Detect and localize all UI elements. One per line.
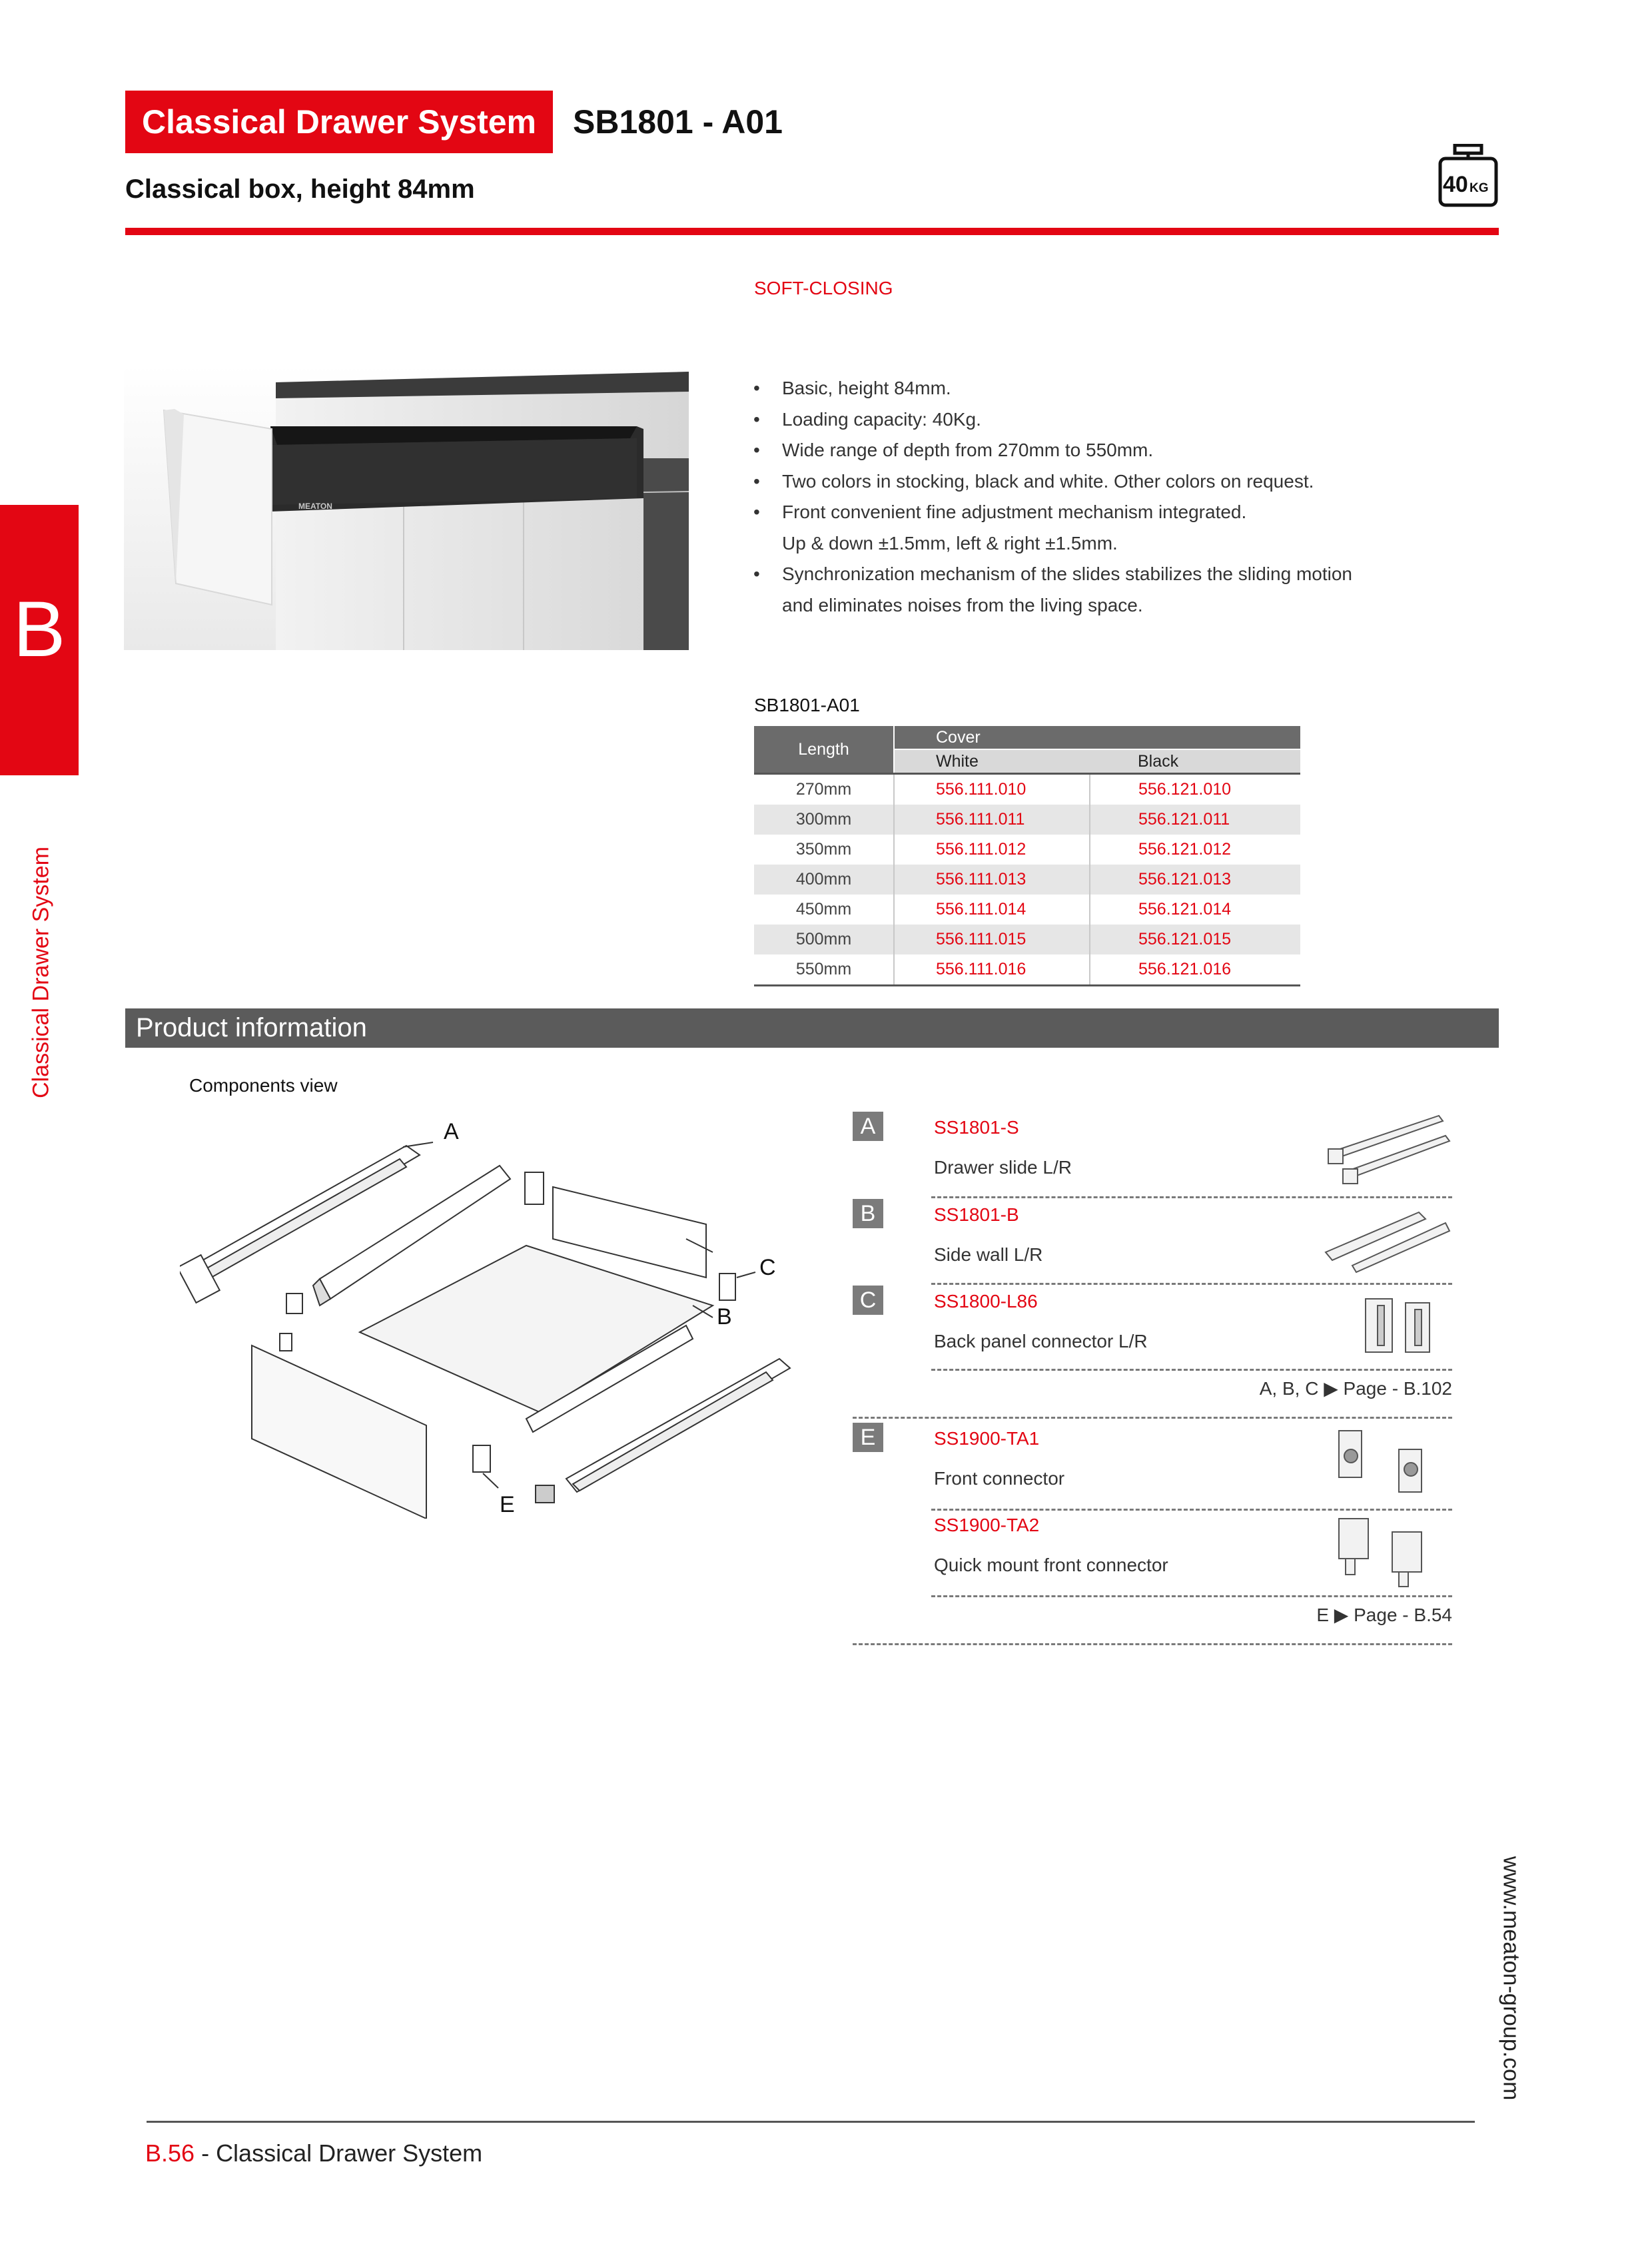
feature-item: • Basic, height 84mm. — [751, 373, 1484, 404]
section-letter: B — [13, 585, 66, 673]
col-black: Black — [1090, 749, 1300, 774]
divider — [931, 1595, 1452, 1597]
component-badge: C — [853, 1286, 883, 1315]
front-connector-icon — [1319, 1423, 1452, 1503]
table-title: SB1801-A01 — [754, 695, 860, 715]
page-ref-page: Page - B.102 — [1343, 1378, 1452, 1399]
cell-black: 556.121.016 — [1138, 960, 1232, 978]
feature-item: • Loading capacity: 40Kg. — [751, 404, 1484, 436]
divider — [931, 1196, 1452, 1198]
quick-connector-icon — [1319, 1509, 1452, 1589]
component-row — [853, 1423, 1452, 1510]
footer-section: Classical Drawer System — [216, 2139, 483, 2167]
component-row — [853, 1286, 1452, 1373]
label-c: C — [759, 1255, 776, 1280]
page-reference[interactable] — [1260, 1377, 1452, 1399]
component-desc: Back panel connector L/R — [934, 1331, 1148, 1351]
cell-white: 556.111.010 — [894, 774, 1090, 805]
cell-white: 556.111.014 — [894, 895, 1090, 925]
cell-length: 350mm — [754, 835, 894, 865]
weight-unit: KG — [1469, 181, 1489, 195]
col-cover: Cover — [894, 726, 1300, 749]
col-length: Length — [754, 726, 894, 774]
divider — [853, 1643, 1452, 1645]
exploded-view-diagram — [180, 1106, 806, 1519]
cell-white: 556.111.012 — [894, 835, 1090, 865]
cell-black: 556.121.014 — [1138, 900, 1232, 919]
label-a: A — [444, 1119, 459, 1144]
feature-item-continued: and eliminates noises from the living space. — [782, 594, 1143, 615]
cell-black: 556.121.011 — [1090, 805, 1300, 835]
weight-value: 40 — [1443, 172, 1468, 197]
page-footer — [145, 2139, 482, 2167]
cell-black: 556.121.010 — [1138, 780, 1232, 799]
component-code: SS1900-TA2 — [934, 1515, 1040, 1535]
table-row — [754, 835, 1300, 865]
feature-heading: SOFT-CLOSING — [754, 278, 893, 298]
label-b: B — [717, 1304, 732, 1329]
cell-length: 270mm — [754, 774, 894, 805]
side-wall-icon — [1319, 1199, 1452, 1279]
cell-black: 556.121.013 — [1090, 865, 1300, 895]
cell-length: 550mm — [754, 954, 894, 986]
component-row — [853, 1112, 1452, 1199]
cell-white: 556.111.011 — [894, 805, 1090, 835]
page-reference[interactable] — [1316, 1604, 1452, 1626]
page-subtitle: Classical box, height 84mm — [125, 175, 475, 204]
cell-length: 300mm — [754, 805, 894, 835]
cell-length: 500mm — [754, 925, 894, 954]
feature-item-continued: Up & down ±1.5mm, left & right ±1.5mm. — [782, 532, 1118, 554]
back-connector-icon — [1319, 1286, 1452, 1365]
cell-black: 556.121.015 — [1090, 925, 1300, 954]
divider — [853, 1417, 1452, 1419]
page-ref-prefix: E — [1316, 1605, 1330, 1625]
col-white: White — [894, 749, 1090, 774]
table-row — [754, 774, 1300, 805]
section-side-label: Classical Drawer System — [28, 847, 54, 1098]
component-badge: E — [853, 1423, 883, 1452]
weight-icon — [1438, 144, 1499, 208]
component-code: SS1801-B — [934, 1204, 1019, 1225]
triangle-arrow-icon: ▶ — [1334, 1605, 1349, 1625]
feature-item: • Synchronization mechanism of the slides stabilizes the sliding motion — [751, 559, 1484, 590]
table-row — [754, 954, 1300, 986]
article-number-table — [754, 726, 1300, 986]
feature-item: • Front convenient fine adjustment mechanism integrated. — [751, 497, 1484, 528]
component-desc: Side wall L/R — [934, 1244, 1043, 1265]
cell-length: 450mm — [754, 895, 894, 925]
component-desc: Quick mount front connector — [934, 1555, 1168, 1575]
component-desc: Front connector — [934, 1468, 1065, 1489]
feature-list — [751, 373, 1484, 621]
website-url[interactable]: www.meaton-group.com — [1498, 1856, 1524, 2101]
label-e: E — [500, 1492, 515, 1517]
footer-separator: - — [195, 2139, 216, 2167]
product-photo — [124, 365, 689, 650]
cell-white: 556.111.015 — [894, 925, 1090, 954]
component-desc: Drawer slide L/R — [934, 1157, 1072, 1178]
section-heading-bar: Product information — [125, 1008, 1499, 1048]
category-label: Classical Drawer System — [125, 91, 553, 153]
page-ref-prefix: A, B, C — [1259, 1378, 1319, 1399]
triangle-arrow-icon: ▶ — [1324, 1378, 1338, 1399]
header-divider — [125, 228, 1499, 235]
component-code: SS1900-TA1 — [934, 1428, 1040, 1449]
divider — [931, 1283, 1452, 1285]
table-row — [754, 895, 1300, 925]
page-ref-page: Page - B.54 — [1354, 1605, 1452, 1625]
cell-black: 556.121.012 — [1138, 840, 1232, 859]
component-code: SS1801-S — [934, 1117, 1019, 1138]
page-number: B.56 — [145, 2139, 195, 2167]
divider — [931, 1369, 1452, 1371]
drawer-slide-icon — [1319, 1112, 1452, 1192]
feature-item: • Wide range of depth from 270mm to 550mm. — [751, 435, 1484, 466]
component-code: SS1800-L86 — [934, 1291, 1038, 1311]
component-row — [853, 1199, 1452, 1286]
cell-length: 400mm — [754, 865, 894, 895]
model-number: SB1801 - A01 — [573, 103, 783, 141]
cell-white: 556.111.013 — [894, 865, 1090, 895]
footer-rule — [147, 2121, 1475, 2123]
photo-brand: MEATON — [298, 502, 332, 511]
component-row — [853, 1509, 1452, 1597]
cell-white: 556.111.016 — [894, 954, 1090, 986]
components-view-label: Components view — [189, 1075, 338, 1096]
table-row — [754, 865, 1300, 895]
component-badge: B — [853, 1199, 883, 1228]
table-row — [754, 925, 1300, 954]
table-row — [754, 805, 1300, 835]
feature-item: • Two colors in stocking, black and white. Other colors on request. — [751, 466, 1484, 498]
component-badge: A — [853, 1112, 883, 1141]
